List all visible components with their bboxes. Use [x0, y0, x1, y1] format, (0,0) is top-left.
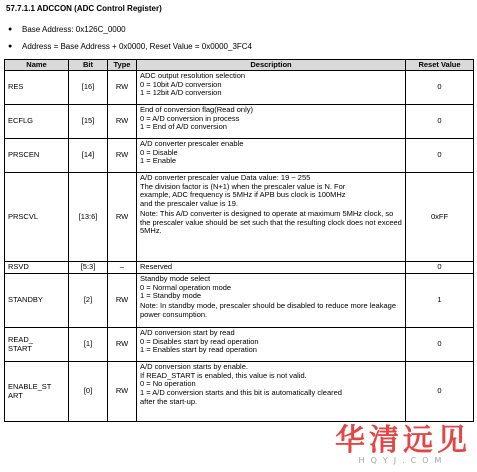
- description-line: End of conversion flag(Read only): [140, 105, 253, 114]
- register-address-list: [8, 25, 252, 59]
- address-reset-text: Address = Base Address + 0x0000, Reset Value = 0x0000_3FC4: [22, 42, 252, 51]
- description-note: Note: In standby mode, prescaler should be disabled to reduce more leakage power consumption.: [140, 301, 396, 319]
- field-name: RES: [5, 71, 69, 105]
- bullet-icon: ●: [8, 26, 13, 33]
- description-line: 1 = End of A/D conversion: [140, 122, 227, 132]
- description-line: A/D converter prescaler enable: [140, 139, 244, 148]
- field-reset-value: 0xFF: [406, 173, 474, 262]
- address-reset-item: [8, 42, 252, 59]
- description-line: 0 = A/D conversion in process: [140, 113, 240, 123]
- field-reset-value: 0: [406, 139, 474, 173]
- description-line: example, ADC frequency is 5MHz if APB bus clock is 100MHz: [140, 190, 346, 200]
- field-name: READ_ START: [5, 328, 69, 362]
- table-row: [5, 274, 474, 328]
- field-reset-value: 0: [406, 105, 474, 139]
- field-reset-value: 0: [406, 71, 474, 105]
- description-line: 1 = A/D conversion starts and this bit is automatically cleared: [140, 388, 342, 398]
- description-line: 1 = Enable: [140, 156, 177, 166]
- description-note: Note: This A/D converter is designed to operate at maximum 5MHz clock, so the prescaler value should be set such that the resulting clock does not exceed 5MHz.: [140, 208, 402, 236]
- description-line: 0 = Disable: [140, 147, 178, 157]
- description-line: 1 = Standby mode: [140, 291, 202, 301]
- section-title: 57.7.1.1 ADCCON (ADC Control Register): [6, 4, 162, 13]
- table-header-row: [5, 60, 474, 71]
- description-line: A/D conversion start by read: [140, 328, 235, 337]
- header-type: Type: [108, 60, 137, 71]
- description-line: A/D conversion starts by enable.: [140, 362, 248, 371]
- field-bit: [13:6]: [69, 173, 108, 262]
- description-line: If READ_START is enabled, this value is not valid.: [140, 370, 307, 380]
- description-line: A/D converter prescaler value Data value: 19 ~ 255: [140, 173, 311, 182]
- field-type: RW: [108, 71, 137, 105]
- description-line: 1 = 12bit A/D conversion: [140, 88, 222, 98]
- table-row: [5, 105, 474, 139]
- description-line: The division factor is (N+1) when the prescaler value is N. For: [140, 181, 346, 191]
- header-bit: Bit: [69, 60, 108, 71]
- field-type: RW: [108, 105, 137, 139]
- table-row: [5, 173, 474, 262]
- field-name: ECFLG: [5, 105, 69, 139]
- field-bit: [15]: [69, 105, 108, 139]
- field-name: STANDBY: [5, 274, 69, 328]
- field-reset-value: 0: [406, 262, 474, 274]
- header-description: Description: [137, 60, 406, 71]
- description-line: after the start-up.: [140, 396, 198, 406]
- description-line: 0 = No operation: [140, 379, 196, 389]
- description-line: Standby mode select: [140, 274, 211, 283]
- table-row: [5, 328, 474, 362]
- field-name: RSVD: [5, 262, 69, 274]
- description-line: 1 = Enables start by read operation: [140, 345, 257, 355]
- bullet-icon: ●: [8, 43, 13, 50]
- field-bit: [0]: [69, 362, 108, 422]
- field-bit: [14]: [69, 139, 108, 173]
- description-line: ADC output resolution selection: [140, 71, 246, 80]
- register-field-table: [4, 59, 474, 422]
- table-row: [5, 362, 474, 422]
- description-line: 0 = Disables start by read operation: [140, 336, 259, 346]
- field-bit: [1]: [69, 328, 108, 362]
- field-description: [137, 262, 406, 274]
- description-line: Reserved: [140, 262, 173, 271]
- header-reset-value: Reset Value: [406, 60, 474, 71]
- field-type: RW: [108, 362, 137, 422]
- field-type: RW: [108, 274, 137, 328]
- field-type: RW: [108, 173, 137, 262]
- field-name: PRSCVL: [5, 173, 69, 262]
- field-description: [137, 139, 406, 173]
- field-bit: [2]: [69, 274, 108, 328]
- field-description: [137, 71, 406, 105]
- base-address-text: Base Address: 0x126C_0000: [22, 25, 126, 34]
- base-address-item: [8, 25, 252, 42]
- description-line: 0 = Normal operation mode: [140, 282, 232, 292]
- field-description: [137, 105, 406, 139]
- table-row: [5, 262, 474, 274]
- field-type: RW: [108, 328, 137, 362]
- field-reset-value: 1: [406, 274, 474, 328]
- description-line: 0 = 10bit A/D conversion: [140, 79, 222, 89]
- field-reset-value: 0: [406, 328, 474, 362]
- watermark-sub-text: HQYJ.COM: [358, 456, 448, 465]
- field-description: [137, 173, 406, 262]
- field-description: [137, 274, 406, 328]
- field-bit: [5:3]: [69, 262, 108, 274]
- table-row: [5, 71, 474, 105]
- field-type: RW: [108, 139, 137, 173]
- field-reset-value: 0: [406, 362, 474, 422]
- field-name: PRSCEN: [5, 139, 69, 173]
- field-type: –: [108, 262, 137, 274]
- field-description: [137, 362, 406, 422]
- field-name: ENABLE_ST ART: [5, 362, 69, 422]
- description-line: and the prescaler value is 19.: [140, 199, 238, 209]
- watermark-logo: [333, 425, 473, 469]
- header-name: Name: [5, 60, 69, 71]
- table-row: [5, 139, 474, 173]
- field-description: [137, 328, 406, 362]
- field-bit: [16]: [69, 71, 108, 105]
- watermark-main-text: 华清远见: [335, 423, 471, 458]
- table-body: [5, 71, 474, 422]
